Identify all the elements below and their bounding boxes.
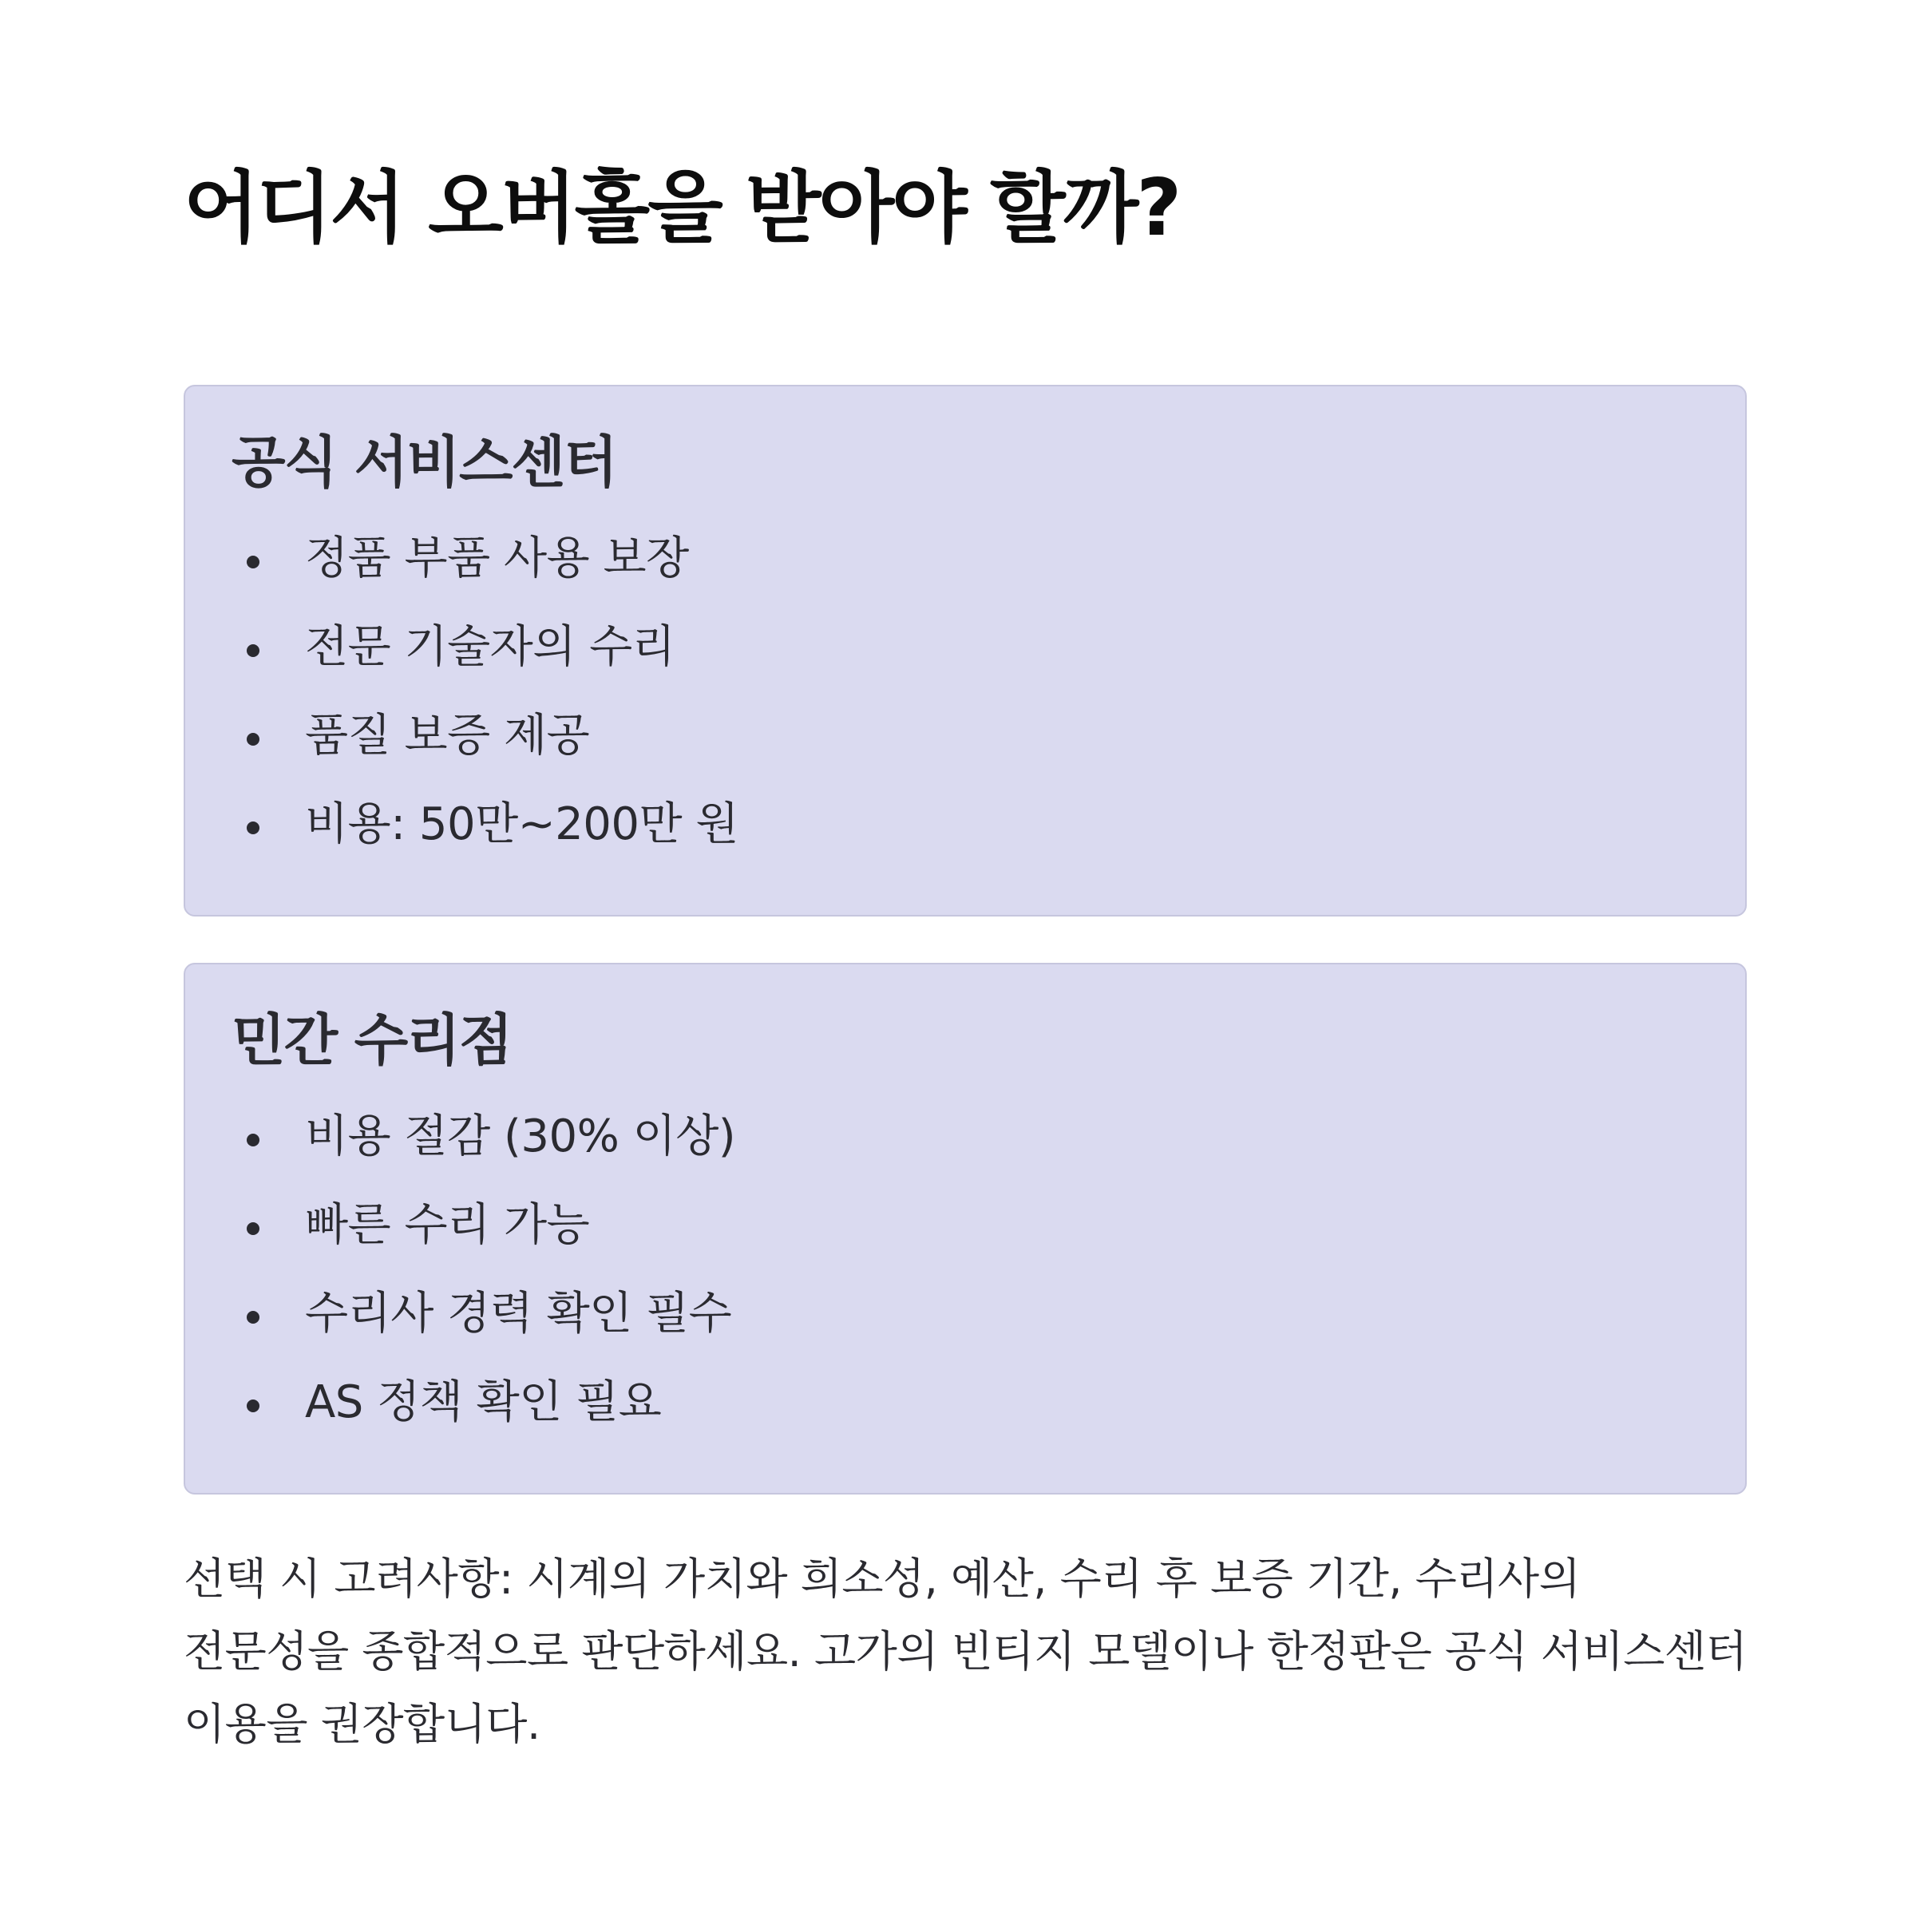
bullet-icon xyxy=(247,644,259,657)
list-item-text: 비용: 50만~200만 원 xyxy=(305,798,739,850)
official-service-center-card xyxy=(184,385,1747,917)
page-title: 어디서 오버홀을 받아야 할까? xyxy=(184,163,1180,254)
bullet-icon xyxy=(247,1222,259,1235)
list-item-text: 빠른 수리 가능 xyxy=(305,1199,590,1251)
list-item-text: 비용 절감 (30% 이상) xyxy=(305,1111,736,1162)
list-item-text: 수리사 경력 확인 필수 xyxy=(305,1288,732,1340)
bullet-icon xyxy=(247,821,259,834)
card-title: 민간 수리점 xyxy=(232,1008,512,1073)
list-item-text: 전문 기술자의 수리 xyxy=(305,621,675,673)
bullet-icon xyxy=(247,1134,259,1146)
bullet-icon xyxy=(247,1400,259,1412)
bullet-icon xyxy=(247,556,259,568)
consideration-note: 선택 시 고려사항: 시계의 가치와 희소성, 예산, 수리 후 보증 기간, 수리사의 전문성을 종합적으로 판단하세요. 고가의 빈티지 모델이나 한정판은 공식 서비스센터 이용을 권장합니다. xyxy=(184,1554,1748,1749)
list-item-text: AS 정책 확인 필요 xyxy=(305,1376,662,1428)
card-title: 공식 서비스센터 xyxy=(232,430,616,495)
list-item-text: 품질 보증 제공 xyxy=(305,710,590,762)
bullet-icon xyxy=(247,733,259,746)
bullet-icon xyxy=(247,1311,259,1324)
private-repair-shop-card xyxy=(184,963,1747,1495)
list-item-text: 정품 부품 사용 보장 xyxy=(305,532,689,584)
